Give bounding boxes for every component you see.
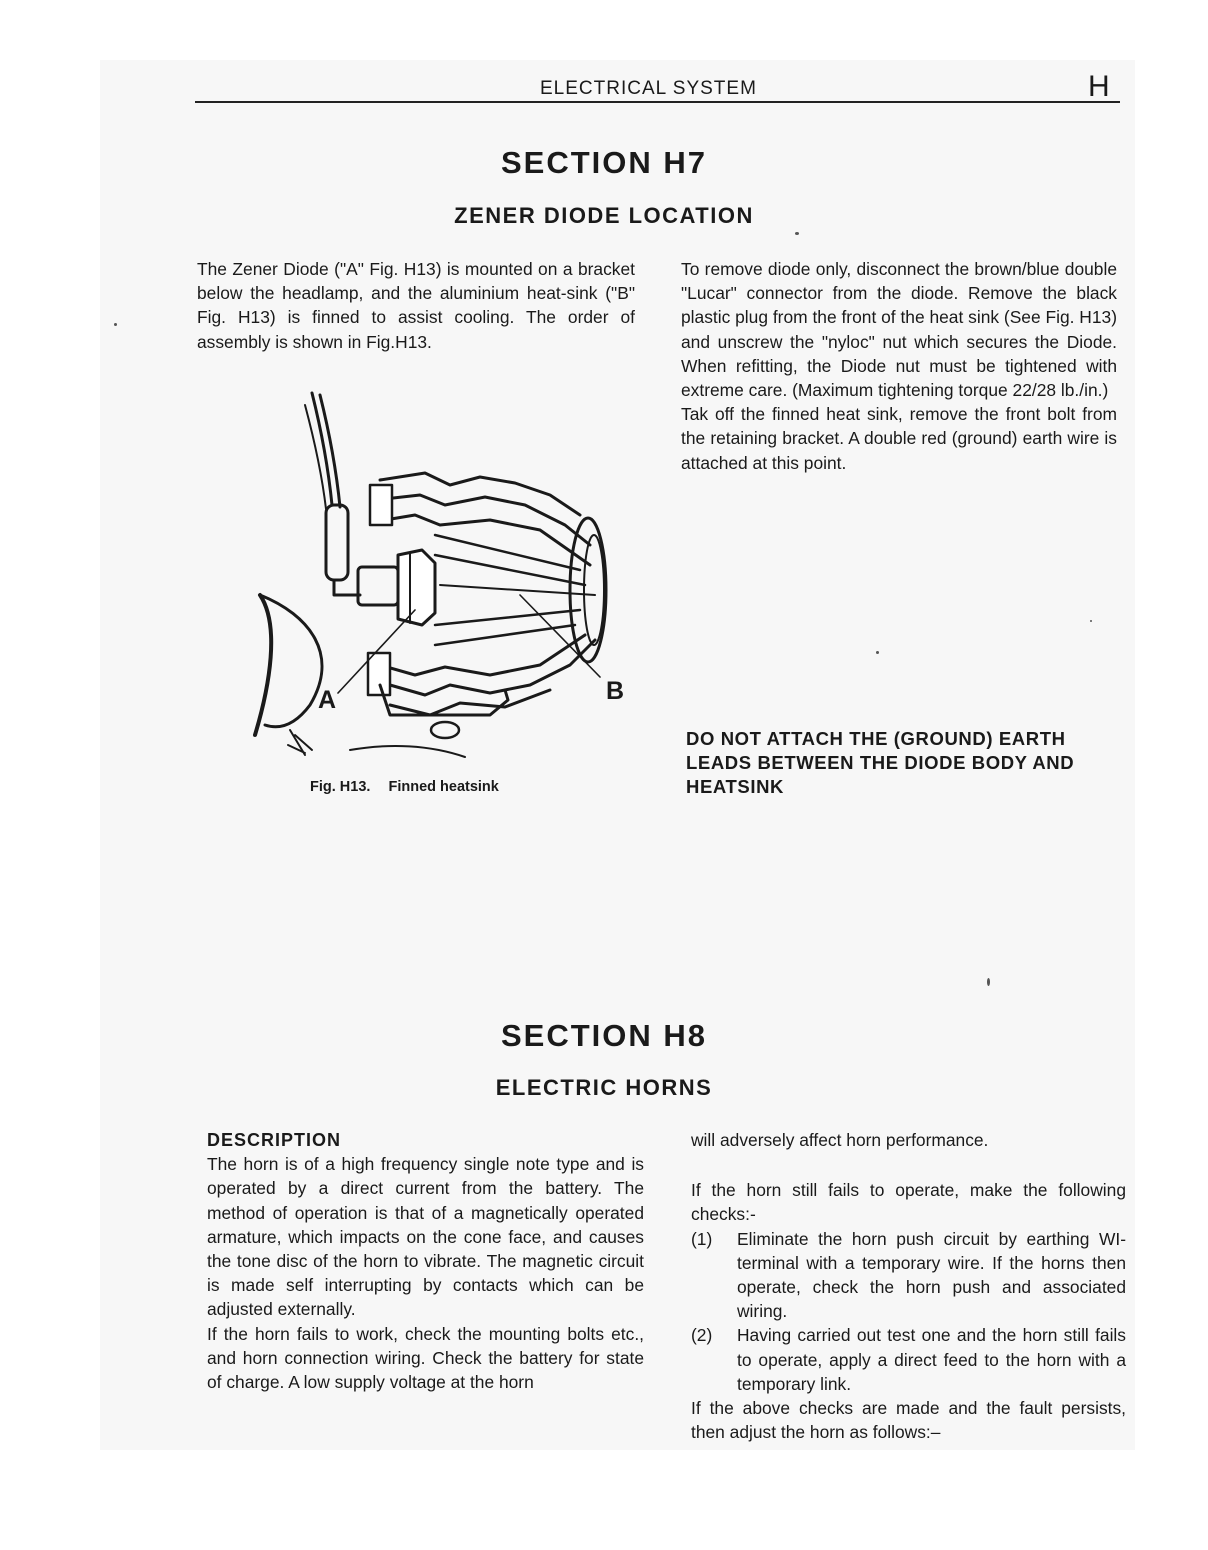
running-header-title: ELECTRICAL SYSTEM — [540, 78, 757, 99]
horn-description-paragraph: The horn is of a high frequency single note type and is operated by a direct current from the battery. The method of operation is that of a magnetically operated armature, which impacts on the cone face, and causes the tone disc of the horn to vibrate. The magnetic circuit is made self interrupting by contacts which can be adjusted externally. — [207, 1154, 644, 1320]
scan-speck — [795, 232, 799, 235]
figure-h13-heatsink-illustration — [250, 385, 635, 770]
h7-right-column — [681, 257, 1117, 475]
diode-stud — [358, 567, 398, 605]
horn-checks-intro: If the horn still fails to operate, make the following checks:- — [691, 1180, 1126, 1225]
scan-speck — [876, 651, 879, 654]
h7-removal-paragraph: To remove diode only, disconnect the brown/blue double "Lucar" connector from the diode. Remove the black plastic plug from the front of the heat sink (See Fig. H13) and unscrew the "nyloc" nut which secures the Diode. When refitting, the Diode nut must be tightened with extreme care. (Maximum tightening torque 22/28 lb./in.) — [681, 259, 1117, 401]
check-item-number: (1) — [691, 1228, 713, 1249]
check-item-2 — [691, 1323, 1126, 1396]
scan-speck — [987, 978, 990, 986]
section-h8-title: SECTION H8 — [500, 1018, 708, 1053]
figure-label-b: B — [606, 677, 625, 705]
figure-caption-text: Finned heatsink — [388, 779, 499, 795]
scan-speck — [1090, 620, 1092, 622]
figure-label-a: A — [318, 686, 337, 714]
section-h8-subtitle: ELECTRIC HORNS — [495, 1075, 713, 1100]
h8-left-column — [207, 1128, 644, 1394]
h7-warning: DO NOT ATTACH THE (GROUND) EARTH LEADS BETWEEN THE DIODE BODY AND HEATSINK — [686, 728, 1075, 797]
scan-speck — [114, 323, 117, 326]
figure-h13-caption — [310, 779, 499, 795]
description-heading: DESCRIPTION — [207, 1130, 342, 1150]
check-item-number: (2) — [691, 1325, 713, 1346]
horn-check-paragraph: If the horn fails to work, check the mounting bolts etc., and horn connection wiring. Check the battery for state of charge. A low supply voltage at the horn — [207, 1323, 644, 1393]
heatsink-front-cap — [570, 518, 606, 662]
header-rule — [195, 101, 1120, 103]
running-header-section-letter: H — [1088, 70, 1110, 103]
horn-adjust-paragraph: If the above checks are made and the fault persists, then adjust the horn as follows:– — [691, 1398, 1126, 1443]
check-item-1 — [691, 1227, 1126, 1324]
lucar-connector — [326, 505, 348, 580]
h7-heatsink-paragraph: Tak off the finned heat sink, remove the front bolt from the retaining bracket. A double red (ground) earth wire is attached at this point. — [681, 404, 1117, 473]
diode-nut — [398, 550, 435, 625]
section-h7-title: SECTION H7 — [500, 145, 708, 180]
check-item-text: Having carried out test one and the horn still fails to operate, apply a direct feed to the horn with a temporary link. — [737, 1325, 1126, 1394]
h7-left-column — [197, 257, 635, 354]
section-h7-subtitle: ZENER DIODE LOCATION — [454, 203, 754, 228]
check-item-text: Eliminate the horn push circuit by earthing WI-terminal with a temporary wire. If the horns then operate, check the horn push and associated wiring. — [737, 1228, 1126, 1322]
horn-performance-line: will adversely affect horn performance. — [691, 1130, 989, 1150]
h8-right-column — [691, 1128, 1126, 1444]
figure-caption-number: Fig. H13. — [310, 779, 371, 795]
h7-intro-paragraph: The Zener Diode ("A" Fig. H13) is mounted on a bracket below the headlamp, and the aluminium heat-sink ("B" Fig. H13) is finned to assist cooling. The order of assembly is shown in Fig.H13. — [197, 259, 635, 352]
